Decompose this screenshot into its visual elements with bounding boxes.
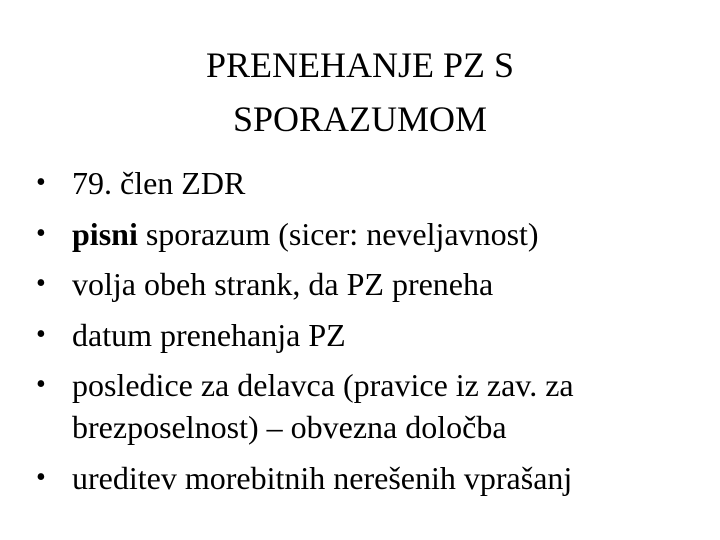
bullet-item-article xyxy=(36,162,686,204)
slide-title xyxy=(60,38,660,146)
title-line-2: SPORAZUMOM xyxy=(232,99,488,139)
bullet-text-line-1: posledice za delavca (pravice iz zav. za xyxy=(72,367,574,403)
title-line-1: PRENEHANJE PZ S xyxy=(205,45,515,85)
bullet-icon: • xyxy=(36,268,46,299)
bullet-item-date xyxy=(36,314,686,356)
bullet-icon: • xyxy=(36,217,46,249)
bullet-text xyxy=(72,364,686,448)
bullet-text-line-2: brezposelnost) – obvezna določba xyxy=(72,409,507,445)
bullet-text xyxy=(72,216,539,252)
bullet-icon: • xyxy=(36,318,46,350)
bullet-icon: • xyxy=(36,461,46,493)
bullet-icon: • xyxy=(36,369,46,400)
bullet-text: volja obeh strank, da PZ preneha xyxy=(72,266,494,302)
bullet-item-will xyxy=(36,263,686,305)
bullet-list xyxy=(36,162,686,507)
bullet-item-written-agreement xyxy=(36,213,686,255)
bullet-item-consequences xyxy=(36,364,686,448)
bullet-bold-text: pisni xyxy=(72,215,138,252)
bullet-text: datum prenehanja PZ xyxy=(72,316,346,353)
bullet-text: ureditev morebitnih nerešenih vprašanj xyxy=(72,459,573,496)
bullet-item-open-issues xyxy=(36,457,686,499)
bullet-icon: • xyxy=(36,167,46,198)
bullet-rest-text: sporazum (sicer: neveljavnost) xyxy=(137,215,539,252)
bullet-text: 79. člen ZDR xyxy=(72,165,246,201)
